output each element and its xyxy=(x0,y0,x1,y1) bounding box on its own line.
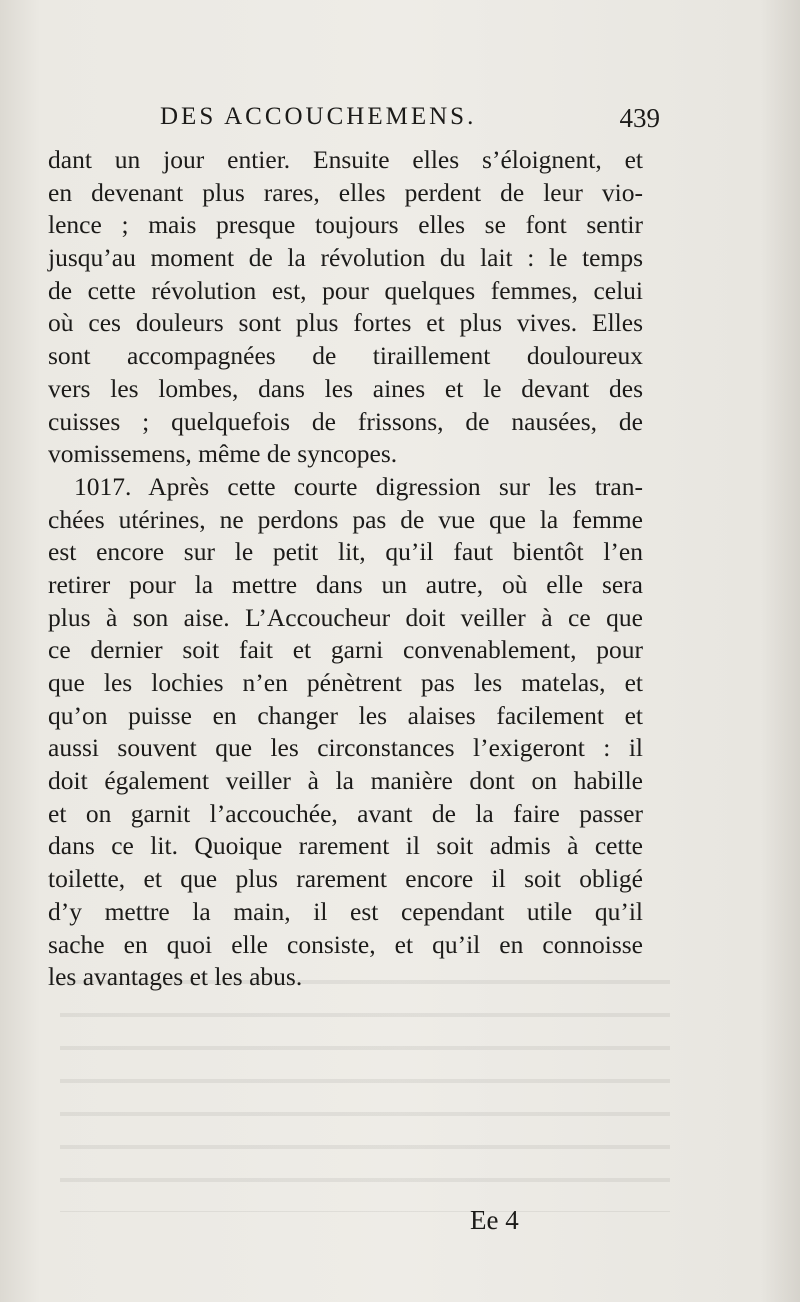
page-number: 439 xyxy=(619,103,660,133)
text-line: dant un jour entier. Ensuite elles s’éloignent, et xyxy=(48,145,643,174)
text-line: aussi souvent que les circonstances l’exigeront : il xyxy=(48,733,643,763)
text-line: ce dernier soit fait et garni convenablement, pour xyxy=(48,635,643,665)
text-line: les avantages et les abus. xyxy=(48,962,303,992)
text-line: et on garnit l’accouchée, avant de la faire passer xyxy=(48,798,643,828)
paragraph-start-line: 1017. Après cette courte digression sur les tran- xyxy=(74,471,643,501)
text-line: est encore sur le petit lit, qu’il faut bientôt l’en xyxy=(48,537,643,567)
text-line: de cette révolution est, pour quelques femmes, celui xyxy=(48,275,643,305)
text-line: chées utérines, ne perdons pas de vue que la femme xyxy=(48,504,643,534)
text-line: où ces douleurs sont plus fortes et plus vives. Elles xyxy=(48,308,643,338)
text-line: plus à son aise. L’Accoucheur doit veiller à ce que xyxy=(48,602,643,632)
text-line: cuisses ; quelquefois de frissons, de nausées, de xyxy=(48,406,643,436)
body-text xyxy=(48,144,643,994)
text-line: vers les lombes, dans les aines et le devant des xyxy=(48,373,643,403)
page-header xyxy=(160,103,660,143)
text-line: dans ce lit. Quoique rarement il soit admis à cette xyxy=(48,831,643,861)
text-line: que les lochies n’en pénètrent pas les matelas, et xyxy=(48,668,643,697)
text-line: en devenant plus rares, elles perdent de leur vio- xyxy=(48,177,643,207)
text-line: sont accompagnées de tiraillement douloureux xyxy=(48,341,643,371)
text-line: d’y mettre la main, il est cependant utile qu’il xyxy=(48,896,643,926)
running-title: DES ACCOUCHEMENS. xyxy=(160,103,477,130)
show-through-shading xyxy=(60,962,670,1212)
text-line: jusqu’au moment de la révolution du lait : le temps xyxy=(48,243,643,273)
text-line: vomissemens, même de syncopes. xyxy=(48,439,398,469)
text-line: qu’on puisse en changer les alaises facilement et xyxy=(48,700,643,730)
text-line: retirer pour la mettre dans un autre, où elle sera xyxy=(48,569,643,599)
signature-mark: Ee 4 xyxy=(470,1205,519,1235)
text-line: lence ; mais presque toujours elles se font sentir xyxy=(48,210,643,240)
text-line: toilette, et que plus rarement encore il soit obligé xyxy=(48,864,643,894)
text-line: doit également veiller à la manière dont on habille xyxy=(48,766,643,796)
text-line: sache en quoi elle consiste, et qu’il en connoisse xyxy=(48,929,643,959)
